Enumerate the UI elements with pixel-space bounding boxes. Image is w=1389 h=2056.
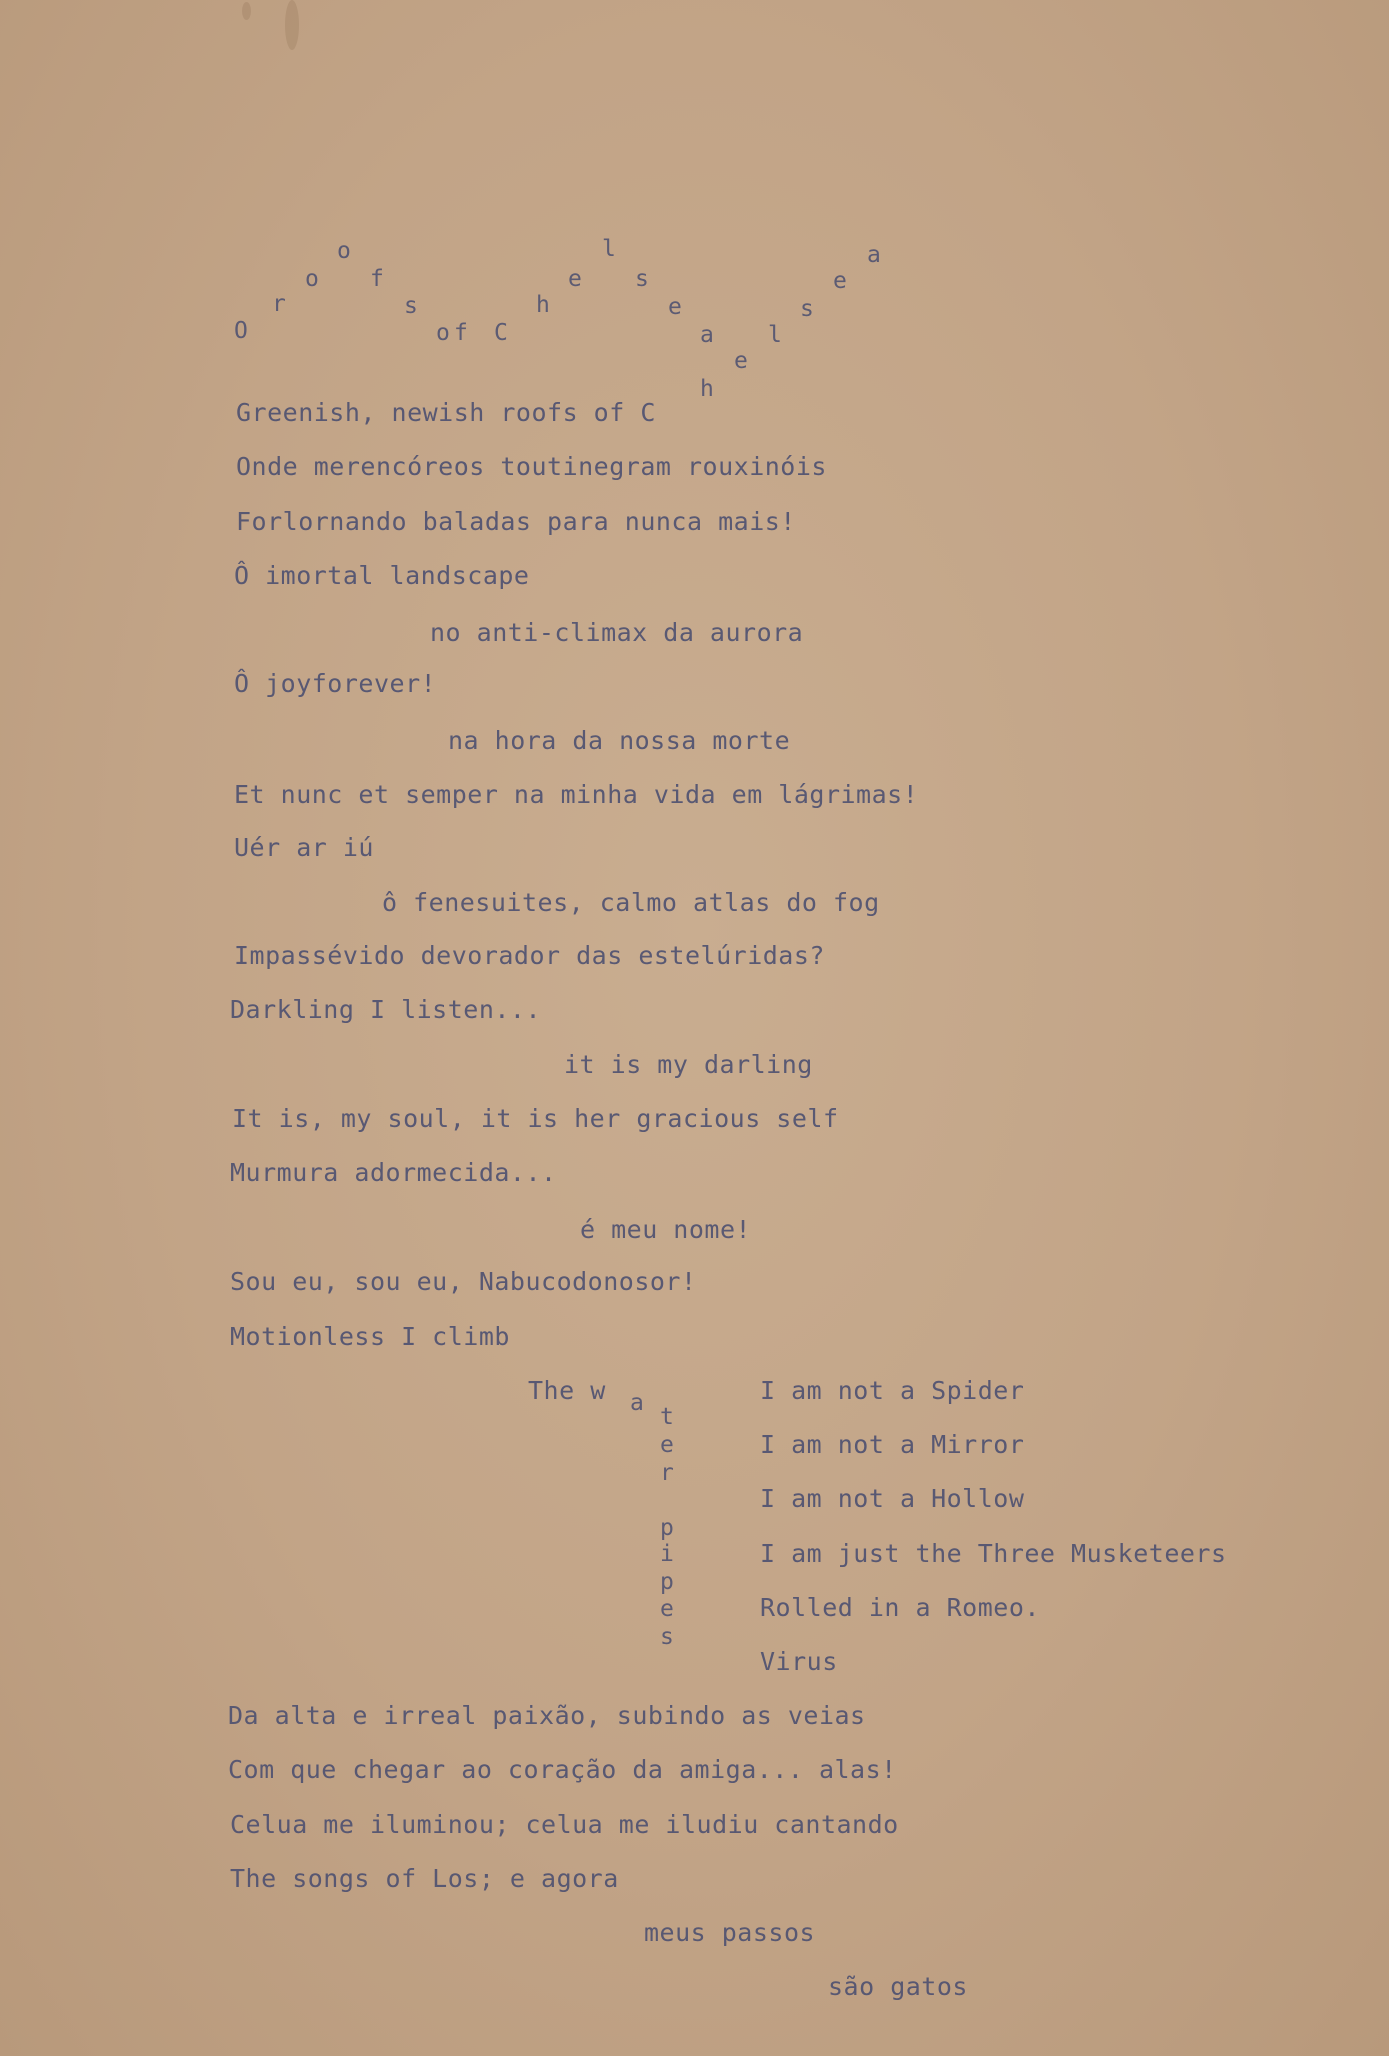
title-letter: e bbox=[734, 348, 748, 374]
waterpipes-letter: r bbox=[660, 1460, 674, 1486]
poem-line: Darkling I listen... bbox=[230, 995, 542, 1024]
poem-line: Motionless I climb bbox=[230, 1322, 510, 1351]
title-letter: e bbox=[668, 294, 682, 320]
closing-line: meus passos bbox=[644, 1918, 816, 1947]
closing-line: são gatos bbox=[828, 1972, 968, 2001]
poem-line: Ô joyforever! bbox=[234, 669, 437, 698]
title-letter: a bbox=[867, 242, 881, 268]
poem-line: Greenish, newish roofs of C bbox=[236, 398, 656, 427]
title-letter: o bbox=[436, 320, 450, 346]
title-letter: o bbox=[305, 266, 319, 292]
closing-line: Da alta e irreal paixão, subindo as veias bbox=[228, 1701, 866, 1730]
poem-line: Sou eu, sou eu, Nabucodonosor! bbox=[230, 1267, 697, 1296]
closing-line: Celua me iluminou; celua me iludiu cantando bbox=[230, 1810, 899, 1839]
poem-line: Uér ar iú bbox=[234, 833, 374, 862]
title-letter: r bbox=[272, 291, 286, 317]
closing-line: The songs of Los; e agora bbox=[230, 1864, 619, 1893]
poem-line: it is my darling bbox=[564, 1050, 813, 1079]
ink-stain bbox=[285, 0, 299, 50]
right-column-line: Rolled in a Romeo. bbox=[760, 1593, 1040, 1622]
waterpipes-start: The w bbox=[528, 1376, 606, 1405]
right-column-line: I am not a Mirror bbox=[760, 1430, 1025, 1459]
title-letter: s bbox=[800, 296, 814, 322]
title-letter: h bbox=[700, 376, 714, 402]
waterpipes-letter: e bbox=[660, 1432, 674, 1458]
poem-line: Impassévido devorador das estelúridas? bbox=[234, 941, 825, 970]
title-letter: o bbox=[337, 238, 351, 264]
right-column-line: Virus bbox=[760, 1647, 838, 1676]
poem-line: no anti-climax da aurora bbox=[430, 618, 804, 647]
title-letter: l bbox=[768, 322, 782, 348]
waterpipes-letter: p bbox=[660, 1569, 674, 1595]
poem-line: Onde merencóreos toutinegram rouxinóis bbox=[236, 452, 827, 481]
title-letter: e bbox=[833, 268, 847, 294]
poem-line: é meu nome! bbox=[580, 1215, 752, 1244]
right-column-line: I am not a Spider bbox=[760, 1376, 1025, 1405]
waterpipes-letter: i bbox=[660, 1541, 674, 1567]
title-letter: C bbox=[494, 320, 508, 346]
title-letter: l bbox=[602, 236, 616, 262]
poem-line: Forlornando baladas para nunca mais! bbox=[236, 507, 796, 536]
title-letter: f bbox=[454, 320, 468, 346]
title-letter: O bbox=[234, 318, 248, 344]
poem-line: Ô imortal landscape bbox=[234, 561, 530, 590]
title-letter: a bbox=[700, 322, 714, 348]
title-letter: f bbox=[370, 266, 384, 292]
title-letter: e bbox=[568, 266, 582, 292]
poem-line: It is, my soul, it is her gracious self bbox=[232, 1104, 839, 1133]
waterpipes-letter: p bbox=[660, 1515, 674, 1541]
poem-line: Et nunc et semper na minha vida em lágrimas! bbox=[234, 780, 919, 809]
poem-line: na hora da nossa morte bbox=[448, 726, 791, 755]
right-column-line: I am just the Three Musketeers bbox=[760, 1539, 1227, 1568]
waterpipes-letter: e bbox=[660, 1596, 674, 1622]
poem-line: ô fenesuites, calmo atlas do fog bbox=[382, 888, 880, 917]
title-letter: s bbox=[404, 293, 418, 319]
waterpipes-letter: a bbox=[630, 1390, 644, 1416]
closing-line: Com que chegar ao coração da amiga... alas! bbox=[228, 1755, 897, 1784]
waterpipes-letter: t bbox=[660, 1404, 674, 1430]
right-column-line: I am not a Hollow bbox=[760, 1484, 1025, 1513]
title-letter: h bbox=[536, 292, 550, 318]
poem-line: Murmura adormecida... bbox=[230, 1158, 557, 1187]
waterpipes-letter: s bbox=[660, 1624, 674, 1650]
ink-stain bbox=[242, 2, 251, 20]
title-letter: s bbox=[635, 266, 649, 292]
